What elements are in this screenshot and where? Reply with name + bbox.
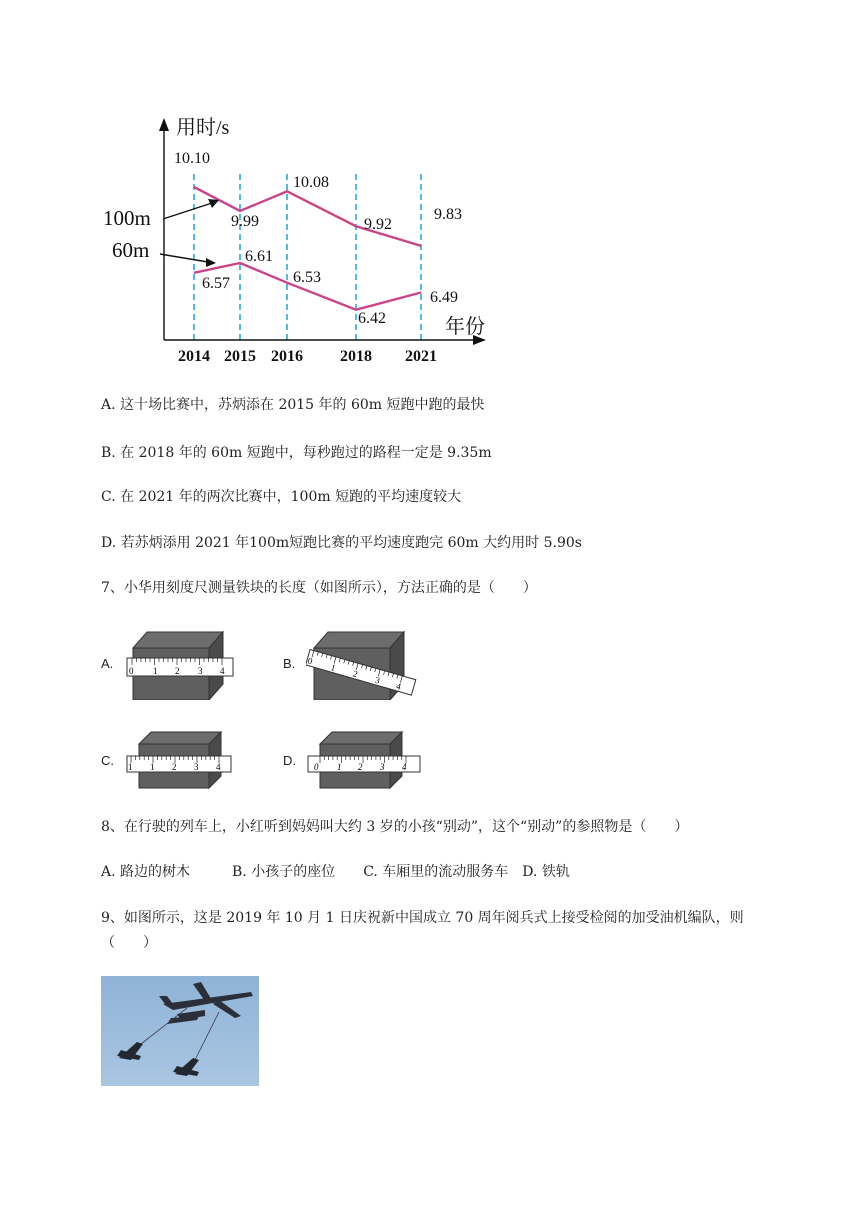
x-tick-2015: 2015	[224, 348, 256, 365]
x-tick-2016: 2016	[271, 348, 303, 365]
ruler-b-num-0: 0	[306, 655, 314, 667]
arrow-60m-head	[206, 258, 216, 267]
data-label-60m-2016: 6.53	[293, 269, 321, 286]
ruler-a-num-0: 0	[129, 666, 134, 676]
arrow-100m	[163, 203, 212, 219]
ruler-c-num-3: 3	[194, 762, 199, 772]
data-label-60m-2014: 6.57	[202, 275, 230, 292]
ruler-c-num-4: 4	[216, 762, 221, 772]
x-tick-2014: 2014	[178, 348, 210, 365]
ruler-figure-d	[306, 728, 426, 790]
q6-option-c: C. 在 2021 年的两次比赛中，100m 短跑的平均速度较大	[101, 489, 462, 505]
ruler-figure-b	[306, 628, 426, 700]
series-name-60m: 60m	[112, 238, 150, 262]
ruler-c-num-2: 2	[172, 762, 177, 772]
q9-stem-line1: 9、如图所示，这是 2019 年 10 月 1 日庆祝新中国成立 70 周年阅兵式上接受检阅的加受油机编队，则	[101, 910, 744, 926]
ruler-b-num-3: 3	[373, 674, 381, 686]
data-label-100m-2014: 10.10	[174, 150, 210, 167]
x-tick-2021: 2021	[405, 348, 437, 365]
ruler-d-num-3: 3	[380, 762, 385, 772]
ruler-d-num-1: 1	[337, 762, 342, 772]
q8-stem: 8、在行驶的列车上，小红听到妈妈叫大约 3 岁的小孩“别动”，这个“别动”的参照物是（ ）	[101, 819, 689, 835]
data-label-100m-2016: 10.08	[293, 174, 329, 191]
ruler-a-num-4: 4	[220, 666, 225, 676]
refueling-formation-photo	[101, 976, 259, 1086]
y-axis-label: 用时/s	[176, 117, 230, 139]
running-time-chart	[100, 112, 500, 374]
x-axis-label: 年份	[445, 316, 485, 338]
ruler-b-num-1: 1	[329, 662, 337, 673]
data-label-100m-2015: 9.99	[231, 213, 259, 230]
q6-option-d: D. 若苏炳添用 2021 年100m短跑比赛的平均速度跑完 60m 大约用时 5.90s	[101, 535, 582, 551]
q9-stem-line2: （ ）	[101, 935, 157, 951]
series-name-100m: 100m	[103, 206, 151, 230]
ruler-d-num-4: 4	[402, 762, 407, 772]
data-label-60m-2021: 6.49	[430, 289, 458, 306]
q6-option-a: A. 这十场比赛中，苏炳添在 2015 年的 60m 短跑中跑的最快	[101, 397, 485, 413]
q7-label-d: D.	[283, 753, 296, 768]
ruler-c-num-0: 1	[128, 762, 133, 772]
ruler-c-num-1: 1	[150, 762, 155, 772]
q7-label-a: A.	[101, 656, 114, 671]
data-label-100m-2018: 9.92	[364, 216, 392, 233]
q7-label-c: C.	[101, 753, 114, 768]
ruler-a-num-3: 3	[198, 666, 203, 676]
x-tick-2018: 2018	[340, 348, 372, 365]
ruler-a-num-2: 2	[175, 666, 180, 676]
ruler-b-num-2: 2	[351, 668, 359, 680]
ruler-d-num-2: 2	[358, 762, 363, 772]
q6-option-b: B. 在 2018 年的 60m 短跑中，每秒跑过的路程一定是 9.35m	[101, 445, 492, 461]
y-axis-arrow	[159, 118, 169, 131]
q7-label-b: B.	[283, 656, 296, 671]
ruler-figure-c	[125, 728, 237, 790]
ruler-d-num-0: 0	[314, 762, 319, 772]
q8-options: A. 路边的树木 B. 小孩子的座位 C. 车厢里的流动服务车 D. 铁轨	[101, 864, 570, 880]
data-label-100m-2021: 9.83	[434, 206, 462, 223]
ruler-b-num-4: 4	[395, 680, 403, 692]
arrow-60m	[160, 254, 208, 262]
ruler-figure-a	[125, 628, 237, 700]
data-label-60m-2018: 6.42	[358, 310, 386, 327]
q7-stem: 7、小华用刻度尺测量铁块的长度（如图所示），方法正确的是（ ）	[101, 580, 537, 596]
ruler-a-num-1: 1	[153, 666, 158, 676]
data-label-60m-2015: 6.61	[245, 248, 273, 265]
